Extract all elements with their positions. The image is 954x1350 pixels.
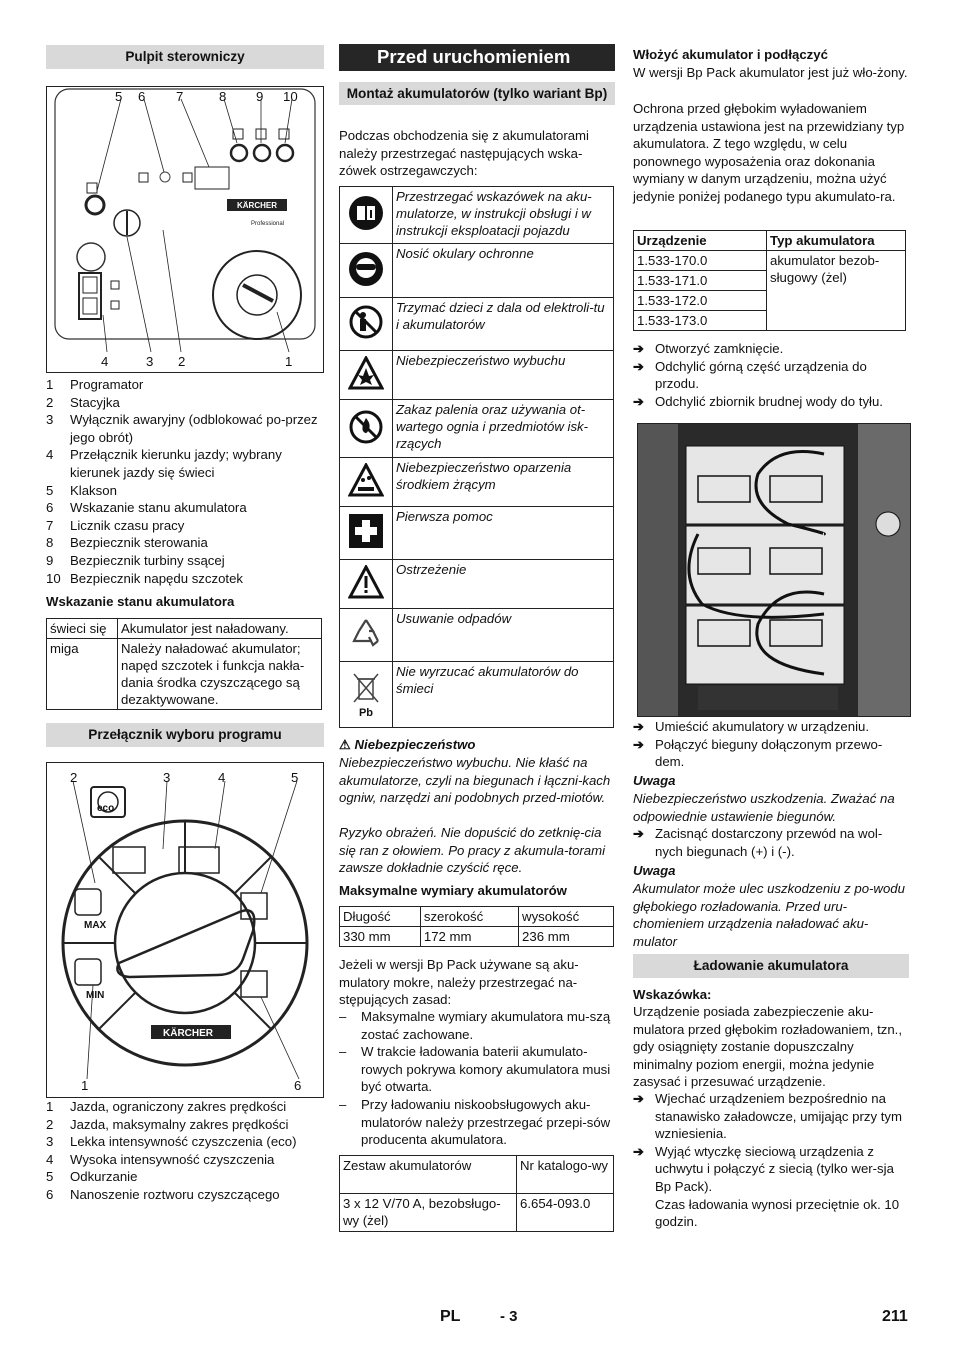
list-item: ➔ Wyjąć wtyczkę sieciową urządzenia z uchwytu i połączyć z siecią (tylko wer-sja Bp Pack). bbox=[633, 1143, 894, 1194]
arrow-icon: ➔ bbox=[633, 826, 645, 841]
steps-list-4 bbox=[633, 1090, 909, 1231]
list-item: ➔ Połączyć bieguny dołączonym przewo-dem. bbox=[633, 736, 883, 770]
heading-battery-mount: Montaż akumulatorów (tylko wariant Bp) bbox=[339, 82, 615, 105]
list-item: ➔ Zacisnąć dostarczony przewód na wol-nych biegunach (+) i (-). bbox=[633, 826, 883, 859]
eco-label: eco bbox=[97, 803, 115, 814]
note-paragraph: Akumulator może ulec uszkodzeniu z po-wodu głębokiego rozładowania. Przed uru-chomieniem urządzenia naładować aku-mulator bbox=[633, 881, 905, 949]
heading-battery-charging: Ładowanie akumulatora bbox=[633, 954, 909, 978]
table-row: świeci się Akumulator jest naładowany. bbox=[47, 619, 322, 639]
list-item: 2 Jazda, maksymalny zakres prędkości bbox=[46, 1116, 289, 1132]
list-item: 4 Wysoka intensywność czyszczenia bbox=[46, 1151, 275, 1167]
fig-label: 1 bbox=[81, 1078, 89, 1093]
fig-label: 10 bbox=[283, 89, 298, 104]
warning-icon: ⚠ bbox=[339, 737, 351, 752]
list-item: – Maksymalne wymiary akumulatora mu-szą zostać zachowane. bbox=[339, 1009, 611, 1042]
table-row: 1.533-171.0 bbox=[634, 271, 906, 291]
battery-set-table bbox=[339, 1155, 614, 1232]
danger-paragraph-2: Ryzyko obrażeń. Nie dopuścić do zetknię-cia się ran z ołowiem. Po pracy z akumula-torami zawsze dokładnie czyścić ręce. bbox=[339, 825, 606, 876]
fig-label: 2 bbox=[70, 770, 78, 785]
table-row: 1.533-170.0 akumulator bezob-sługowy (żel) bbox=[634, 251, 906, 271]
table-row: Przestrzegać wskazówek na aku-mulatorze, w instrukcji obsługi i w instrukcji eksploatacji pojazdu bbox=[340, 187, 614, 244]
arrow-icon: ➔ bbox=[633, 341, 645, 356]
battery-type-table bbox=[633, 230, 906, 331]
list-item: – Przy ładowaniu niskoobsługowych aku-mulatorów należy przestrzegać przepi-sów producenta akumulatora. bbox=[339, 1096, 611, 1148]
explosion-icon bbox=[340, 351, 393, 400]
first-aid-icon bbox=[340, 507, 393, 560]
list-item: ➔ Wjechać urządzeniem bezpośrednio na stanawisko załadowcze, umijając przy tym wzniesienia. bbox=[633, 1091, 902, 1142]
heading-insert-battery: Włożyć akumulator i podłączyć bbox=[633, 47, 828, 62]
min-label: MIN bbox=[86, 990, 105, 1001]
fig-label: 8 bbox=[219, 89, 227, 104]
pb-label: Pb bbox=[358, 706, 374, 719]
fig-label: 5 bbox=[115, 89, 123, 104]
table-row: 1.533-173.0 bbox=[634, 311, 906, 331]
paragraph: W wersji Bp Pack akumulator jest już wło-żony. bbox=[633, 65, 908, 80]
table-row: Niebezpieczeństwo wybuchu bbox=[340, 351, 614, 400]
acid-icon bbox=[340, 458, 393, 507]
footer-local-page: - 3 bbox=[500, 1308, 518, 1325]
list-item: 3 Lekka intensywność czyszczenia (eco) bbox=[46, 1134, 297, 1150]
battery-compartment-figure bbox=[637, 423, 911, 717]
list-item: 5 Klakson bbox=[46, 482, 117, 498]
hint-paragraph: Urządzenie posiada zabezpieczenie aku-mulatora przed głębokim rozładowaniem, tzn., gdy osiągnięty zostanie dopuszczalny minimalny poziom energii, można jedynie zasysać i przesuwać urządzenie. bbox=[633, 1004, 903, 1090]
crossed-bin-icon bbox=[340, 662, 393, 728]
recycle-icon bbox=[340, 609, 393, 662]
list-item: 1 Jazda, ograniczony zakres prędkości bbox=[46, 1099, 287, 1114]
steps-list-3 bbox=[633, 825, 909, 860]
table-row: Niebezpieczeństwo oparzenia środkiem żrącym bbox=[340, 458, 614, 507]
program-legend-list bbox=[46, 1098, 324, 1204]
charge-time: Czas ładowania wynosi przeciętnie ok. 10 godzin. bbox=[655, 1196, 900, 1230]
list-item: 1 Programator bbox=[46, 377, 144, 392]
goggles-icon bbox=[340, 244, 393, 298]
list-item: 6 Wskazanie stanu akumulatora bbox=[46, 500, 247, 516]
danger-paragraph-1: Niebezpieczeństwo wybuchu. Nie kłaść na akumulatorze, czyli na biegunach i łączni-kach ogniw, narzędzi ani podobnych przed-miotów. bbox=[339, 755, 611, 806]
list-item: ➔ Umieścić akumulatory w urządzeniu. bbox=[633, 719, 870, 734]
list-item: 7 Licznik czasu pracy bbox=[46, 517, 185, 533]
fig-label: 4 bbox=[101, 354, 109, 369]
max-label: MAX bbox=[84, 920, 107, 931]
footer-page-number: 211 bbox=[882, 1308, 908, 1325]
heading-program-selector: Przełącznik wyboru programu bbox=[46, 723, 324, 747]
arrow-icon: ➔ bbox=[633, 358, 645, 374]
list-item: 8 Bezpiecznik sterowania bbox=[46, 535, 208, 551]
fig-label: 6 bbox=[294, 1078, 302, 1093]
control-panel-drawing bbox=[47, 87, 323, 372]
table-row: Nosić okulary ochronne bbox=[340, 244, 614, 298]
fig-label: 7 bbox=[176, 89, 184, 104]
list-item: ➔ Otworzyć zamknięcie. bbox=[633, 341, 784, 356]
note-heading: Uwaga bbox=[633, 863, 676, 878]
list-item: 2 Stacyjka bbox=[46, 394, 120, 410]
program-selector-figure bbox=[46, 762, 324, 1098]
list-item: 3 Wyłącznik awaryjny (odblokować po-przez jego obrót) bbox=[46, 412, 318, 445]
footer-language: PL bbox=[440, 1308, 461, 1325]
table-row: Zestaw akumulatorów Nr katalogo-wy bbox=[340, 1156, 614, 1194]
intro-paragraph: Podczas obchodzenia się z akumulatorami należy przestrzegać następujących wska-zówek ostrzegawczych: bbox=[339, 128, 589, 179]
table-row: Pb Nie wyrzucać akumulatorów do śmieci bbox=[340, 662, 614, 728]
list-item: 9 Bezpiecznik turbiny ssącej bbox=[46, 552, 225, 568]
table-row: miga Należy naładować akumulator; napęd szczotek i funkcja nakła-dania środka czyszczącego są dezaktywowane. bbox=[47, 639, 322, 710]
arrow-icon: ➔ bbox=[633, 393, 645, 409]
heading-battery-indicator: Wskazanie stanu akumulatora bbox=[46, 594, 235, 609]
table-row: Zakaz palenia oraz używania ot-wartego ognia i przedmiotów isk-rzących bbox=[340, 400, 614, 458]
table-row: Urządzenie Typ akumulatora bbox=[634, 231, 906, 251]
table-row: Usuwanie odpadów bbox=[340, 609, 614, 662]
svg-text:Professional: Professional bbox=[251, 221, 285, 227]
warning-icon bbox=[340, 560, 393, 609]
danger-heading: ⚠ Niebezpieczeństwo bbox=[339, 737, 476, 752]
list-item: 6 Nanoszenie roztworu czyszczącego bbox=[46, 1186, 280, 1202]
fig-label: 6 bbox=[138, 89, 146, 104]
list-item: 4 Przełącznik kierunku jazdy; wybrany kierunek jazdy się świeci bbox=[46, 447, 282, 480]
control-panel-figure bbox=[46, 86, 324, 373]
wet-battery-list bbox=[339, 1008, 615, 1149]
fig-label: 1 bbox=[285, 354, 293, 369]
table-row: Pierwsza pomoc bbox=[340, 507, 614, 560]
fig-label: 2 bbox=[178, 354, 186, 369]
wet-battery-paragraph: Jeżeli w wersji Bp Pack używane są aku-mulatory mokre, należy przestrzegać na-stępujących zasad: bbox=[339, 957, 579, 1008]
fig-label: 3 bbox=[146, 354, 154, 369]
brand-label: KÄRCHER bbox=[163, 1028, 213, 1039]
arrow-icon: ➔ bbox=[633, 719, 645, 734]
table-row: 3 x 12 V/70 A, bezobsługo-wy (żel) 6.654-093.0 bbox=[340, 1194, 614, 1232]
arrow-icon: ➔ bbox=[633, 736, 645, 752]
note-heading: Uwaga bbox=[633, 773, 676, 788]
list-item: – W trakcie ładowania baterii akumulato-rowych pokrywa komory akumulatora musi być otwarta. bbox=[339, 1044, 611, 1095]
steps-list-2 bbox=[633, 718, 909, 771]
heading-max-dimensions: Maksymalne wymiary akumulatorów bbox=[339, 883, 567, 898]
no-children-icon bbox=[340, 298, 393, 351]
steps-list-1 bbox=[633, 340, 909, 410]
dimensions-table bbox=[339, 906, 614, 947]
fig-label: 3 bbox=[163, 770, 171, 785]
arrow-icon: ➔ bbox=[633, 1143, 645, 1159]
fig-label: 9 bbox=[256, 89, 264, 104]
list-item: ➔ Odchylić górną część urządzenia do przodu. bbox=[633, 358, 867, 392]
heading-control-panel: Pulpit sterowniczy bbox=[46, 45, 324, 69]
no-fire-icon bbox=[340, 400, 393, 458]
list-item: 5 Odkurzanie bbox=[46, 1169, 138, 1185]
heading-before-start: Przed uruchomieniem bbox=[339, 44, 615, 71]
panel-brand-text: KÄRCHER bbox=[237, 201, 277, 210]
table-row: Ostrzeżenie bbox=[340, 560, 614, 609]
paragraph: Ochrona przed głębokim wyładowaniem urządzenia ustawiona jest na przewidziany typ akumulatora. Z tego względu, w celu ponownego wyposażenia oraz dokonania wymiany w danym urządzeniu, można użyć jedynie poniżej podanego typu akumulato-ra. bbox=[633, 101, 905, 204]
battery-compartment-drawing bbox=[638, 424, 910, 716]
info-book-icon bbox=[340, 187, 393, 244]
warning-symbols-table bbox=[339, 186, 614, 728]
table-row: Długość szerokość wysokość bbox=[340, 907, 614, 927]
list-item: ➔ Odchylić zbiornik brudnej wody do tyłu. bbox=[633, 393, 883, 409]
panel-legend-list bbox=[46, 376, 324, 587]
hint-heading: Wskazówka: bbox=[633, 987, 712, 1002]
table-row: Trzymać dzieci z dala od elektroli-tu i akumulatorów bbox=[340, 298, 614, 351]
note-paragraph: Niebezpieczeństwo uszkodzenia. Zważać na odpowiednie ustawienie biegunów. bbox=[633, 791, 895, 824]
battery-indicator-table bbox=[46, 618, 322, 710]
list-item: 10 Bezpiecznik napędu szczotek bbox=[46, 570, 244, 586]
table-row: 330 mm 172 mm 236 mm bbox=[340, 927, 614, 947]
arrow-icon: ➔ bbox=[633, 1091, 645, 1106]
table-row: 1.533-172.0 bbox=[634, 291, 906, 311]
fig-label: 5 bbox=[291, 770, 299, 785]
fig-label: 4 bbox=[218, 770, 226, 785]
